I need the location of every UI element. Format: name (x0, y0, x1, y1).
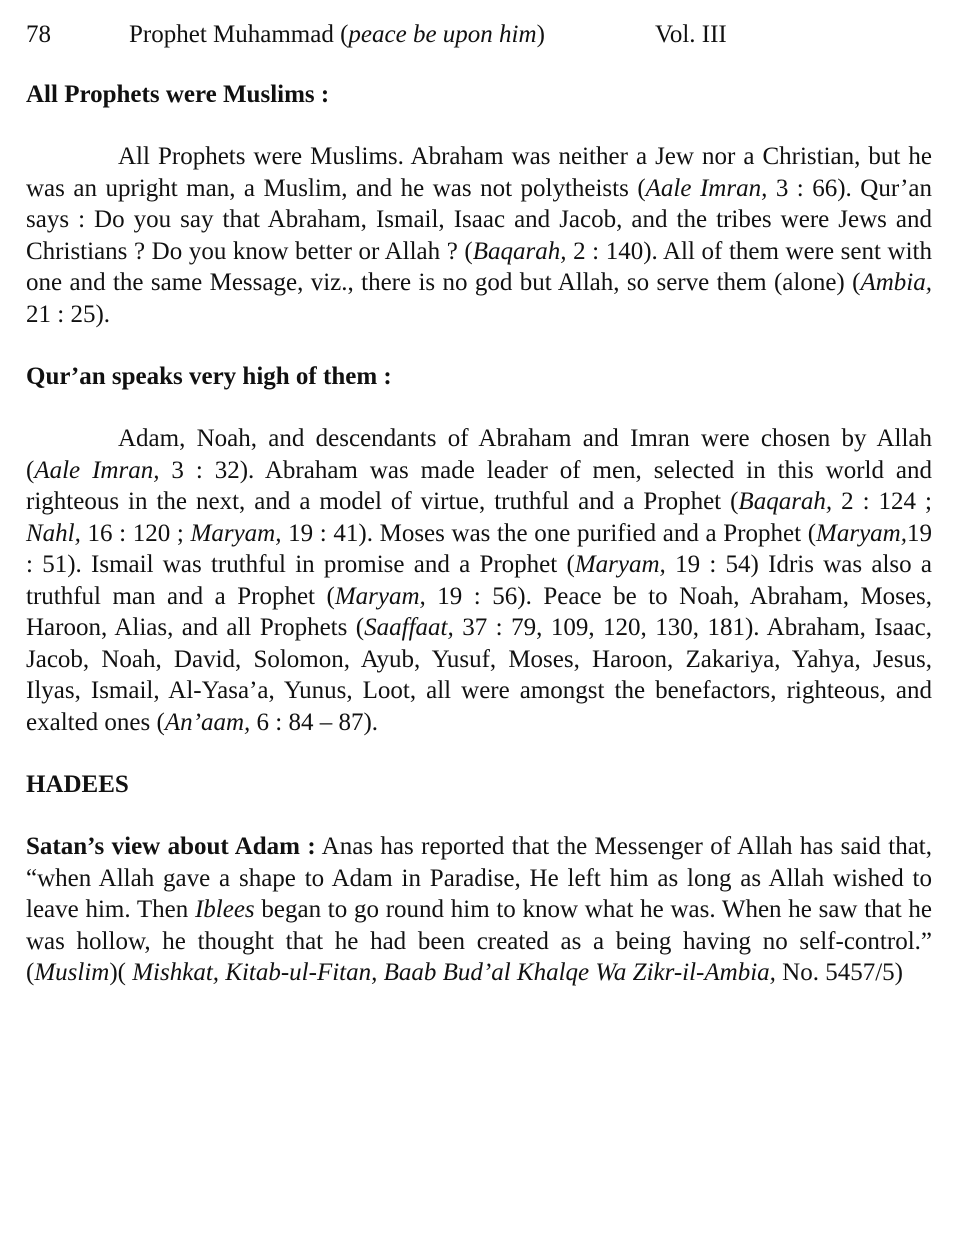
page-number: 78 (26, 21, 51, 48)
citation-surah: Aale Imran, (34, 456, 160, 484)
paragraph-quran-speaks (26, 423, 932, 738)
text-run: All Prophets were Muslims. Abraham was neither a Jew nor a Christian, but he was an upright man, a Muslim, and he was not polytheists ( (26, 143, 932, 202)
citation-surah: Maryam, (190, 519, 282, 547)
text-run: 19 : 54) Idris was also a truthful man and a Prophet ( (26, 551, 933, 610)
text-run: 2 : 124 ; (832, 488, 932, 515)
text-run: 2 : 140). All of them were sent with one and the same Message, viz., there is no god but Allah, so serve them (alone) ( (26, 237, 932, 296)
text-run: 6 : 84 – 87). (250, 708, 379, 736)
text-run: )( (109, 959, 133, 986)
running-header (26, 18, 926, 52)
citation-surah: Nahl, (26, 519, 81, 547)
text-run: 16 : 120 ; (80, 519, 191, 547)
text-run: began to go round him to know what he was. When he saw that he was hollow, he thought that he had been created as a being having no self-control.” ( (26, 896, 932, 986)
book-subtitle: peace be upon him (348, 21, 537, 48)
citation-surah: Maryam, (816, 519, 907, 547)
text-run: 21 : 25). (26, 300, 111, 328)
citation-surah: Aale Imran, (645, 174, 768, 202)
citation-surah: Maryam, (334, 582, 426, 610)
lead-heading-satan-view: Satan’s view about Adam : (26, 833, 316, 860)
citation-source: Mishkat, Kitab-ul-Fitan, Baab Bud’al Khalqe Wa Zikr-il-Ambia, (132, 959, 776, 986)
citation-surah: Maryam, (574, 551, 666, 578)
text-run: 3 : 32). Abraham was made leader of men, selected in this world and righteous in the next, and a model of virtue, truthful and a Prophet ( (26, 456, 932, 515)
text-run: No. 5457/5) (775, 959, 903, 986)
citation-surah: Saaffaat, (364, 614, 454, 641)
page-body (26, 78, 932, 989)
text-run: Adam, Noah, and descendants of Abraham and Imran were chosen by Allah ( (26, 425, 932, 484)
section-heading-quran-speaks: Qur’an speaks very high of them : (26, 363, 392, 390)
section-heading-hadees: HADEES (26, 771, 129, 798)
section-heading-all-prophets: All Prophets were Muslims : (26, 81, 330, 108)
volume-label: Vol. III (655, 21, 727, 48)
paragraph-satan-view (26, 831, 932, 989)
citation-surah: An’aam, (164, 708, 251, 736)
citation-source: Muslim (34, 959, 110, 986)
citation-surah: Baqarah, (738, 488, 833, 515)
text-run: 19 : 56). Peace be to Noah, Abraham, Moses, Haroon, Alias, and all Prophets ( (26, 582, 932, 641)
text-run: 19 : 51). Ismail was truthful in promise and a Prophet ( (26, 519, 932, 578)
book-title-text: Prophet Muhammad (129, 21, 334, 48)
book-title: Prophet Muhammad (peace be upon him) (129, 21, 545, 48)
text-run: 3 : 66). Qur’an says : Do you say that Abraham, Ismail, Isaac and Jacob, and the tribes were Jews and Christians ? Do you know better or Allah ? ( (26, 174, 933, 265)
citation-term: Iblees (194, 896, 255, 923)
paragraph-all-prophets (26, 141, 932, 330)
text-run: Anas has reported that the Messenger of Allah has said that, “when Allah gave a shape to Adam in Paradise, He left him as long as Allah wished to leave him. Then (26, 833, 932, 923)
citation-surah: Baqarah, (472, 237, 567, 265)
text-run: 37 : 79, 109, 120, 130, 181). Abraham, Isaac, Jacob, Noah, David, Solomon, Ayub, Yusuf, Moses, Haroon, Zakariya, Yahya, Jesus, Ilyas, Ismail, Al-Yasa’a, Yunus, Loot, all were amongst the benefactors, righteous, and exalted ones ( (26, 614, 932, 736)
citation-surah: Ambia, (860, 269, 932, 296)
text-run: 19 : 41). Moses was the one purified and a Prophet ( (281, 519, 817, 547)
